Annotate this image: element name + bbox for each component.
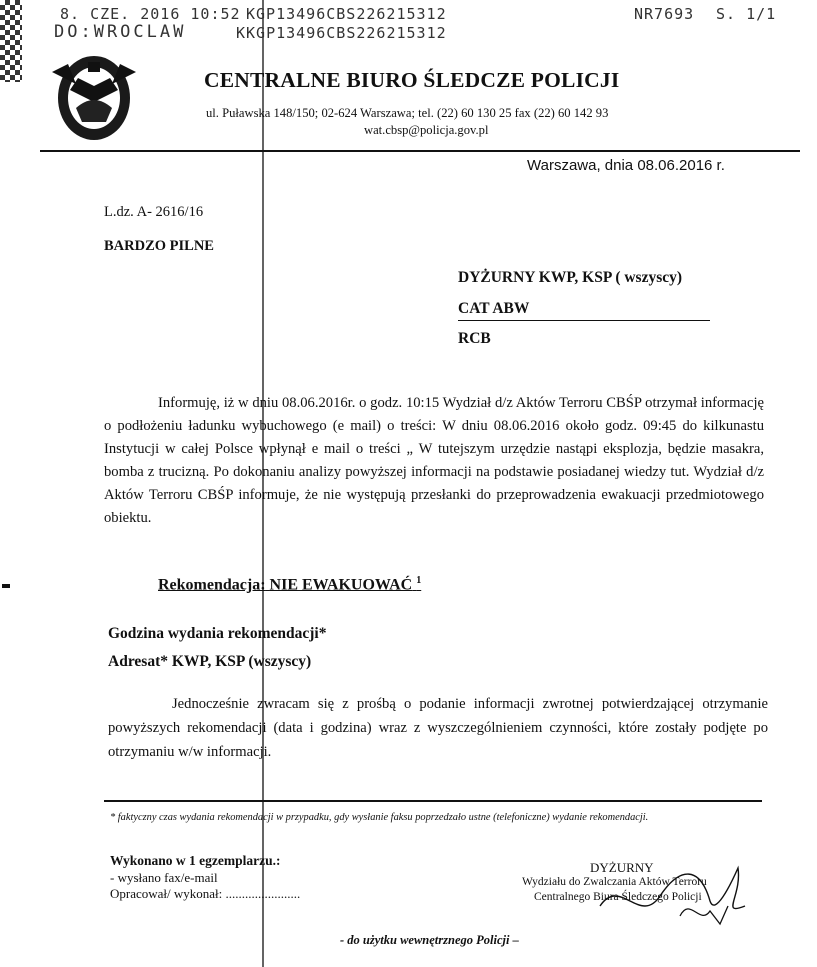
addressee-line: Adresat* KWP, KSP (wszyscy) bbox=[108, 653, 312, 670]
copies-line-2: Opracował/ wykonał: ....................... bbox=[110, 886, 301, 901]
notification-paragraph: Informuję, iż w dniu 08.06.2016r. o godz. 10:15 Wydział d/z Aktów Terroru CBŚP otrzymał informację o podłożeniu ładunku wybuchowego (e mail) o treści: W dniu 08.06.2016 około godz. 09:45 do kilkunastu Instytucji w całej Polsce wpłynął e mail o treści „ W tutejszym urzędzie nastąpi eksplozja, będzie masakra, bomba z trucizną. Po dokonaniu analizy powyższej informacji na podstawie posiadanej wiedzy tut. Wydział d/z Aktów Terroru CBŚP informuje, że nie występują przesłanki do przeprowadzenia ewakuacji przedmiotowego obiektu. bbox=[104, 395, 764, 526]
page-edge-mark bbox=[2, 584, 10, 588]
letterhead-email: wat.cbsp@policja.gov.pl bbox=[364, 123, 489, 137]
handwritten-signature bbox=[560, 856, 760, 936]
letterhead-rule bbox=[40, 150, 800, 152]
fax-transaction-id: KGP13496CBS226215312 bbox=[246, 5, 447, 23]
recipient-1: DYŻURNY KWP, KSP ( wszyscy) bbox=[458, 269, 683, 286]
recommendation-value: NIE EWAKUOWAĆ bbox=[269, 576, 413, 594]
issue-time-label: Godzina wydania rekomendacji* bbox=[108, 625, 327, 642]
letterhead-org-name: CENTRALNE BIURO ŚLEDCZE POLICJI bbox=[204, 68, 620, 92]
police-emblem-logo bbox=[48, 42, 144, 146]
fax-transaction-id-2: KKGP13496CBS226215312 bbox=[236, 24, 447, 42]
fax-number: NR7693 bbox=[634, 5, 695, 23]
recipient-2: CAT ABW bbox=[458, 300, 530, 317]
reference-number: L.dz. A- 2616/16 bbox=[104, 204, 204, 220]
signature-title: DYŻURNY bbox=[590, 860, 654, 875]
request-paragraph: Jednocześnie zwracam się z prośbą o podanie informacji zwrotnej potwierdzającej otrzymanie powyższych rekomendacji (data i godzina) wraz z wyszczególnieniem czynności, które zostały podjęte po otrzymaniu w/w informacji. bbox=[108, 696, 768, 760]
fax-scan-marker bbox=[0, 0, 22, 82]
signature-line-1: Wydziału do Zwalczania Aktów Terroru bbox=[522, 876, 707, 888]
fax-timestamp: 8. CZE. 2016 10:52 bbox=[60, 5, 241, 23]
signature-line-2: Centralnego Biura Śledczego Policji bbox=[534, 891, 702, 903]
recommendation-line bbox=[158, 575, 421, 594]
copies-title: Wykonano w 1 egzemplarzu.: bbox=[110, 853, 281, 868]
copies-line-1: - wysłano fax/e-mail bbox=[110, 870, 218, 885]
footnote-rule bbox=[104, 800, 762, 802]
fax-page-count: S. 1/1 bbox=[716, 5, 777, 23]
document-date: Warszawa, dnia 08.06.2016 r. bbox=[527, 157, 725, 174]
letterhead-address: ul. Puławska 148/150; 02-624 Warszawa; tel. (22) 60 130 25 fax (22) 60 142 93 bbox=[206, 106, 609, 120]
urgency-label: BARDZO PILNE bbox=[104, 238, 214, 254]
recipient-3: RCB bbox=[458, 330, 491, 347]
fax-destination: DO:WROCLAW bbox=[54, 22, 187, 42]
footnote-text: * faktyczny czas wydania rekomendacji w przypadku, gdy wysłanie faksu poprzedzało ustne (telefoniczne) wydanie rekomendacji. bbox=[110, 812, 649, 823]
recommendation-footnote-mark: 1 bbox=[416, 575, 422, 586]
recommendation-label: Rekomendacja: bbox=[158, 576, 266, 594]
recipient-rule bbox=[458, 320, 710, 321]
classification-note: - do użytku wewnętrznego Policji – bbox=[340, 933, 519, 947]
